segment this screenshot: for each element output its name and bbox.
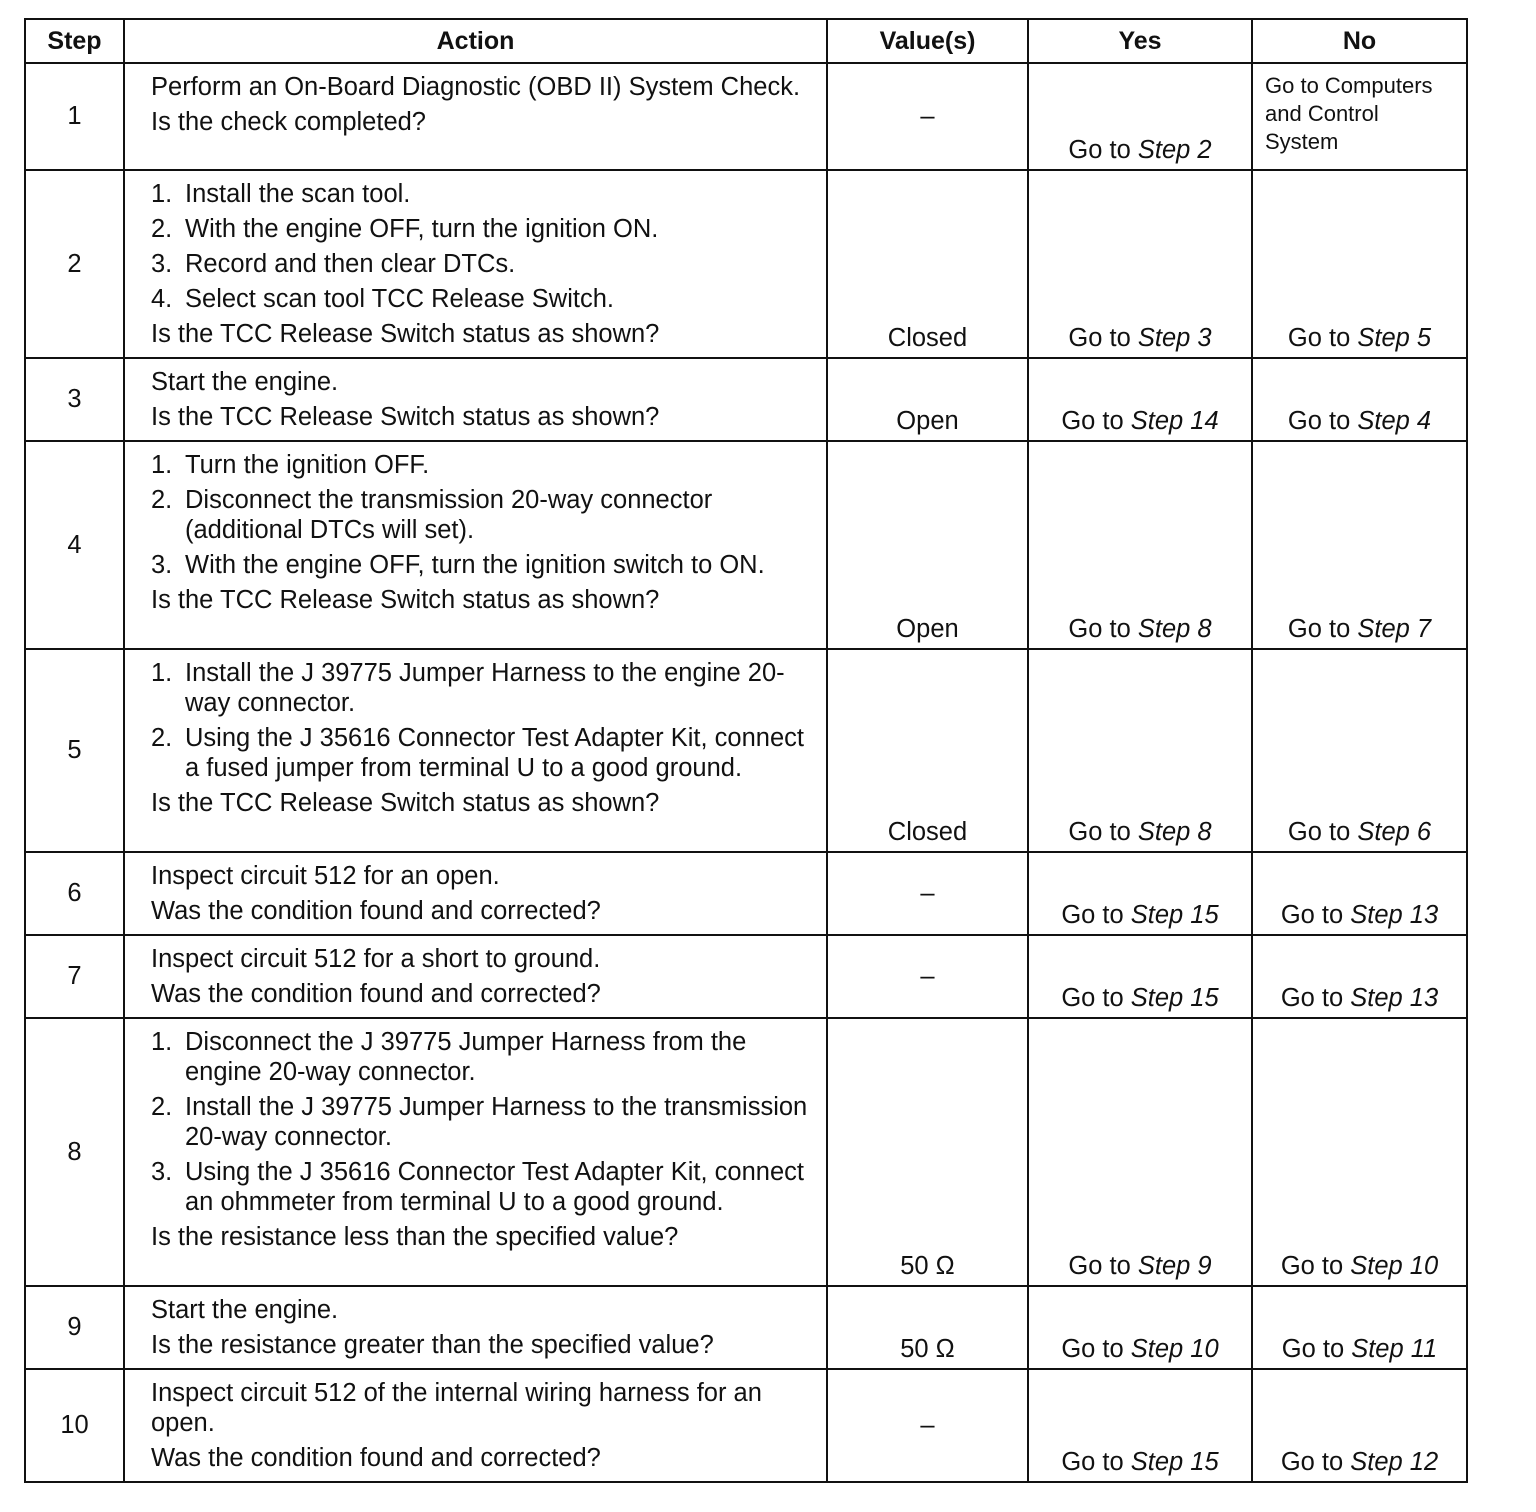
action-list (151, 179, 820, 314)
action-question: Is the TCC Release Switch status as shown? (151, 403, 660, 431)
no-step-link: Step 4 (1357, 407, 1432, 435)
goto-prefix: Go to (1280, 984, 1351, 1012)
yes-step-link: Step 15 (1130, 901, 1219, 929)
action-list-item (151, 284, 820, 314)
item-text: Turn the ignition OFF. (185, 451, 430, 479)
header-step: Step (25, 19, 124, 63)
action-list-item (151, 658, 820, 718)
yes-step-link: Step 15 (1130, 1448, 1219, 1476)
step-number: 4 (25, 441, 124, 649)
step-number: 9 (25, 1286, 124, 1369)
value-cell: 50 Ω (827, 1286, 1028, 1369)
table-row (25, 1369, 1467, 1482)
action-cell (124, 358, 827, 441)
action-text: Inspect circuit 512 of the internal wiring harness for an open. (151, 1379, 762, 1437)
header-no: No (1252, 19, 1467, 63)
table-row (25, 63, 1467, 170)
no-cell (1252, 358, 1467, 441)
header-action: Action (124, 19, 827, 63)
action-question: Was the condition found and corrected? (151, 980, 601, 1008)
step-number: 10 (25, 1369, 124, 1482)
item-text: With the engine OFF, turn the ignition ON. (185, 215, 659, 243)
action-question: Is the check completed? (151, 108, 426, 136)
yes-cell (1028, 358, 1252, 441)
action-list-item (151, 450, 820, 480)
item-number: 1. (151, 659, 173, 687)
yes-cell (1028, 1018, 1252, 1286)
header-yes: Yes (1028, 19, 1252, 63)
action-list-item (151, 179, 820, 209)
goto-prefix: Go to (1280, 901, 1351, 929)
value-cell: – (827, 852, 1028, 935)
goto-prefix: Go to (1068, 615, 1138, 643)
item-text: Install the J 39775 Jumper Harness to the transmission 20-way connector. (185, 1093, 808, 1151)
yes-step-link: Step 10 (1130, 1335, 1219, 1363)
action-cell (124, 649, 827, 852)
goto-prefix: Go to (1061, 984, 1131, 1012)
yes-step-link: Step 8 (1137, 615, 1212, 643)
table-row (25, 1018, 1467, 1286)
yes-cell (1028, 170, 1252, 358)
action-text: Start the engine. (151, 1296, 339, 1324)
action-question: Is the TCC Release Switch status as shown? (151, 586, 660, 614)
yes-step-link: Step 2 (1137, 136, 1212, 164)
goto-prefix: Go to (1061, 1448, 1131, 1476)
item-number: 1. (151, 180, 173, 208)
no-step-link: Step 5 (1357, 324, 1432, 352)
goto-prefix: Go to (1280, 1448, 1351, 1476)
no-step-link: Step 13 (1350, 984, 1439, 1012)
goto-prefix: Go to (1068, 1252, 1138, 1280)
value-cell: – (827, 935, 1028, 1018)
item-text: Using the J 35616 Connector Test Adapter Kit, connect a fused jumper from terminal U to a good ground. (185, 724, 804, 782)
action-cell (124, 852, 827, 935)
step-number: 1 (25, 63, 124, 170)
item-number: 3. (151, 551, 173, 579)
action-question: Is the TCC Release Switch status as shown? (151, 320, 660, 348)
item-number: 2. (151, 215, 173, 243)
action-cell (124, 1369, 827, 1482)
yes-step-link: Step 8 (1137, 818, 1212, 846)
no-cell (1252, 935, 1467, 1018)
goto-prefix: Go to (1068, 136, 1138, 164)
yes-step-link: Step 3 (1137, 324, 1212, 352)
yes-step-link: Step 14 (1130, 407, 1219, 435)
action-list-item (151, 1157, 820, 1217)
action-question: Is the resistance greater than the specified value? (151, 1331, 714, 1359)
action-text: Inspect circuit 512 for a short to ground. (151, 945, 601, 973)
item-number: 3. (151, 250, 173, 278)
goto-prefix: Go to (1287, 324, 1358, 352)
action-question: Is the TCC Release Switch status as shown? (151, 789, 660, 817)
action-text: Inspect circuit 512 for an open. (151, 862, 500, 890)
no-cell (1252, 649, 1467, 852)
action-question: Is the resistance less than the specified value? (151, 1223, 679, 1251)
action-text: Start the engine. (151, 368, 339, 396)
goto-prefix: Go to (1061, 1335, 1131, 1363)
item-number: 2. (151, 486, 173, 514)
value-cell: Closed (827, 649, 1028, 852)
table-row (25, 441, 1467, 649)
action-cell (124, 1286, 827, 1369)
yes-step-link: Step 9 (1137, 1252, 1212, 1280)
no-cell (1252, 170, 1467, 358)
item-text: Disconnect the transmission 20-way connector (additional DTCs will set). (185, 486, 713, 544)
step-number: 6 (25, 852, 124, 935)
action-list (151, 450, 820, 580)
yes-cell (1028, 1369, 1252, 1482)
action-question: Was the condition found and corrected? (151, 897, 601, 925)
item-number: 4. (151, 285, 173, 313)
item-number: 2. (151, 1093, 173, 1121)
action-list-item (151, 485, 820, 545)
step-number: 8 (25, 1018, 124, 1286)
yes-cell (1028, 852, 1252, 935)
item-number: 1. (151, 1028, 173, 1056)
action-list-item (151, 550, 820, 580)
header-values: Value(s) (827, 19, 1028, 63)
step-number: 2 (25, 170, 124, 358)
table-row (25, 852, 1467, 935)
action-list-item (151, 249, 820, 279)
item-number: 2. (151, 724, 173, 752)
action-list-item (151, 1092, 820, 1152)
yes-step-link: Step 15 (1130, 984, 1219, 1012)
header-row (25, 19, 1467, 63)
table-row (25, 649, 1467, 852)
action-question: Was the condition found and corrected? (151, 1444, 601, 1472)
value-cell: – (827, 63, 1028, 170)
action-list-item (151, 723, 820, 783)
yes-cell (1028, 441, 1252, 649)
item-text: Install the scan tool. (185, 180, 411, 208)
item-text: Record and then clear DTCs. (185, 250, 516, 278)
goto-prefix: Go to (1281, 1335, 1352, 1363)
item-text: With the engine OFF, turn the ignition switch to ON. (185, 551, 765, 579)
table-row (25, 1286, 1467, 1369)
yes-cell (1028, 649, 1252, 852)
step-number: 3 (25, 358, 124, 441)
goto-prefix: Go to (1287, 407, 1358, 435)
step-number: 7 (25, 935, 124, 1018)
action-cell (124, 935, 827, 1018)
no-cell (1252, 1018, 1467, 1286)
item-text: Disconnect the J 39775 Jumper Harness from the engine 20-way connector. (185, 1028, 747, 1086)
action-cell (124, 170, 827, 358)
action-list-item (151, 214, 820, 244)
no-cell (1252, 1369, 1467, 1482)
value-cell: – (827, 1369, 1028, 1482)
no-cell (1252, 441, 1467, 649)
no-cell (1252, 1286, 1467, 1369)
no-step-link: Step 13 (1350, 901, 1439, 929)
action-list-item (151, 1027, 820, 1087)
action-cell (124, 1018, 827, 1286)
step-number: 5 (25, 649, 124, 852)
value-cell: Open (827, 441, 1028, 649)
table-row (25, 935, 1467, 1018)
goto-prefix: Go to (1061, 901, 1131, 929)
no-step-link: Step 6 (1357, 818, 1432, 846)
goto-prefix: Go to (1280, 1252, 1351, 1280)
yes-cell (1028, 935, 1252, 1018)
item-number: 1. (151, 451, 173, 479)
item-text: Using the J 35616 Connector Test Adapter Kit, connect an ohmmeter from terminal U to a good ground. (185, 1158, 804, 1216)
item-text: Install the J 39775 Jumper Harness to the engine 20-way connector. (185, 659, 785, 717)
goto-prefix: Go to (1287, 818, 1358, 846)
no-cell (1252, 852, 1467, 935)
no-step-link: Step 10 (1350, 1252, 1439, 1280)
value-cell: 50 Ω (827, 1018, 1028, 1286)
table-row (25, 170, 1467, 358)
action-cell (124, 63, 827, 170)
yes-cell (1028, 63, 1252, 170)
value-cell: Open (827, 358, 1028, 441)
action-list (151, 1027, 820, 1217)
goto-prefix: Go to (1061, 407, 1131, 435)
no-step-link: Step 11 (1351, 1335, 1438, 1363)
action-text: Perform an On-Board Diagnostic (OBD II) System Check. (151, 73, 801, 101)
action-list (151, 658, 820, 783)
goto-prefix: Go to (1068, 324, 1138, 352)
goto-prefix: Go to (1287, 615, 1358, 643)
value-cell: Closed (827, 170, 1028, 358)
goto-prefix: Go to (1068, 818, 1138, 846)
yes-cell (1028, 1286, 1252, 1369)
no-cell-reference: Go to Computers and Control System (1252, 63, 1467, 170)
no-step-link: Step 12 (1350, 1448, 1439, 1476)
item-number: 3. (151, 1158, 173, 1186)
diagnostic-table (24, 18, 1468, 1483)
table-row (25, 358, 1467, 441)
no-step-link: Step 7 (1357, 615, 1432, 643)
item-text: Select scan tool TCC Release Switch. (185, 285, 614, 313)
action-cell (124, 441, 827, 649)
